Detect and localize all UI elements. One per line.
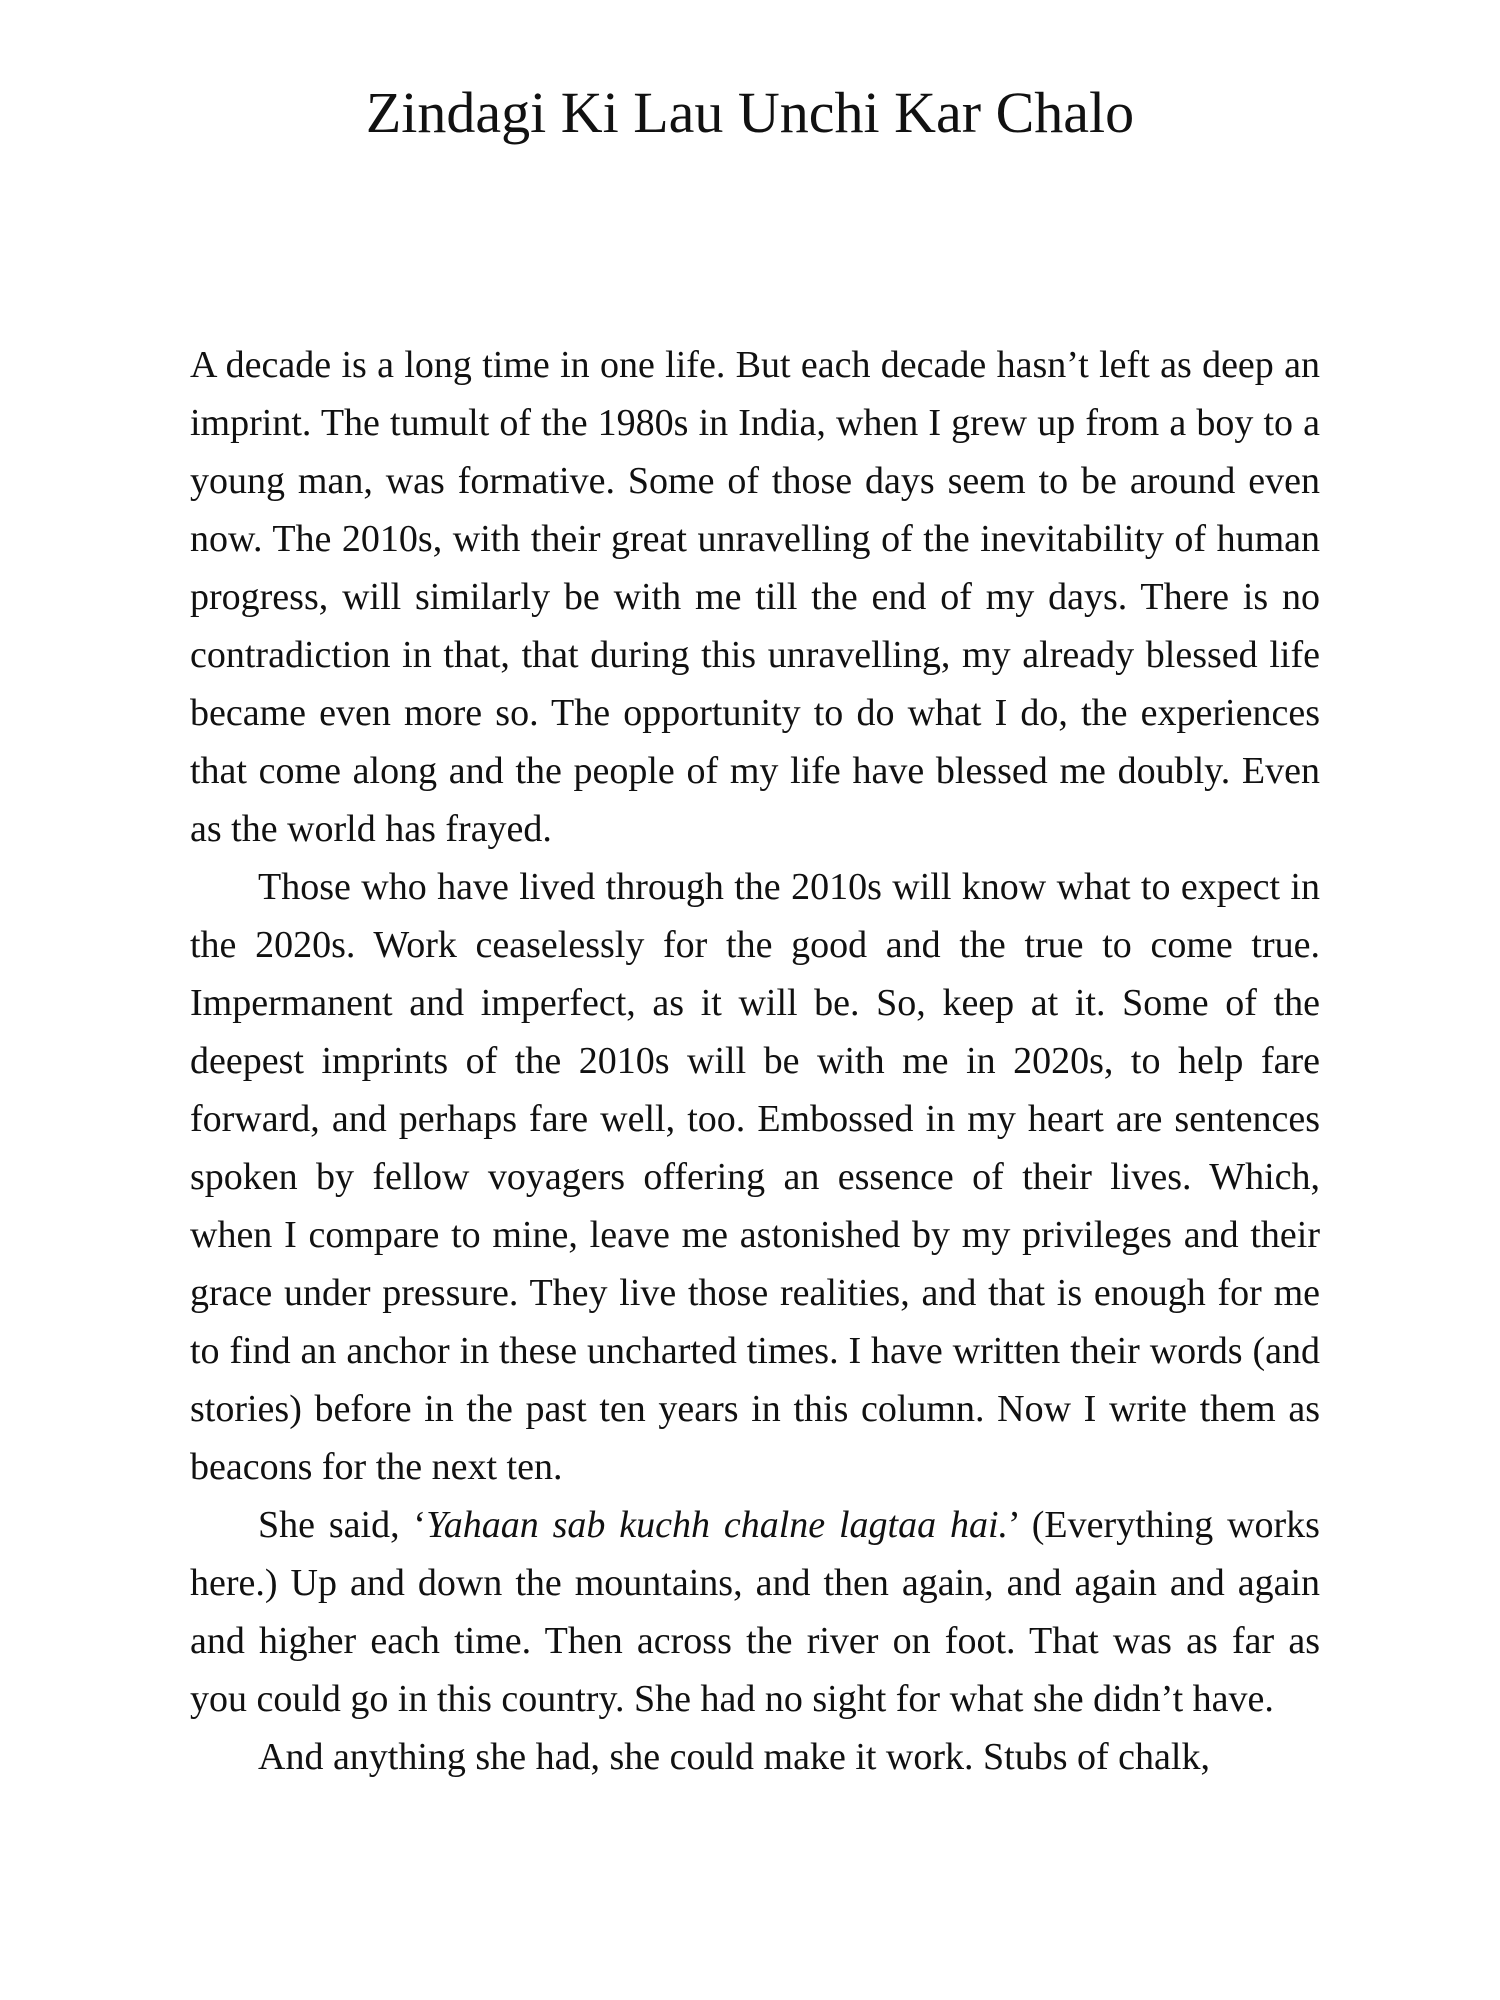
hindi-quote: Yahaan sab kuchh chalne lagtaa hai. — [426, 1504, 1009, 1546]
paragraph-3-lead: She said, ‘ — [258, 1504, 427, 1546]
chapter-title: Zindagi Ki Lau Unchi Kar Chalo — [365, 80, 1135, 145]
paragraph-4: And anything she had, she could make it work. Stubs of chalk, — [258, 1736, 1210, 1778]
paragraph-3 — [190, 1496, 1320, 1728]
paragraph-3-rest: ’ (Everything works here.) Up and down the mountains, and then again, and again and again and higher each time. Then across the river on foot. That was as far as you could go in this country. She had no sight for what she didn’t have. — [190, 1504, 1320, 1720]
paragraph-1: A decade is a long time in one life. But each decade hasn’t left as deep an imprint. The tumult of the 1980s in India, when I grew up from a boy to a young man, was formative. Some of those days seem to be around even now. The 2010s, with their great unravelling of the inevitability of human progress, will similarly be with me till the end of my days. There is no contradiction in that, that during this unravelling, my already blessed life became even more so. The opportunity to do what I do, the experiences that come along and the people of my life have blessed me doubly. Even as the world has frayed. — [190, 344, 1320, 850]
chapter-body — [190, 336, 1320, 1786]
paragraph-2: Those who have lived through the 2010s will know what to expect in the 2020s. Work ceaselessly for the good and the true to come true. Impermanent and imperfect, as it will be. So, keep at it. Some of the deepest imprints of the 2010s will be with me in 2020s, to help fare forward, and perhaps fare well, too. Embossed in my heart are sentences spoken by fellow voyagers offering an essence of their lives. Which, when I compare to mine, leave me astonished by my privileges and their grace under pressure. They live those realities, and that is enough for me to find an anchor in these uncharted times. I have written their words (and stories) before in the past ten years in this column. Now I write them as beacons for the next ten. — [190, 866, 1320, 1488]
